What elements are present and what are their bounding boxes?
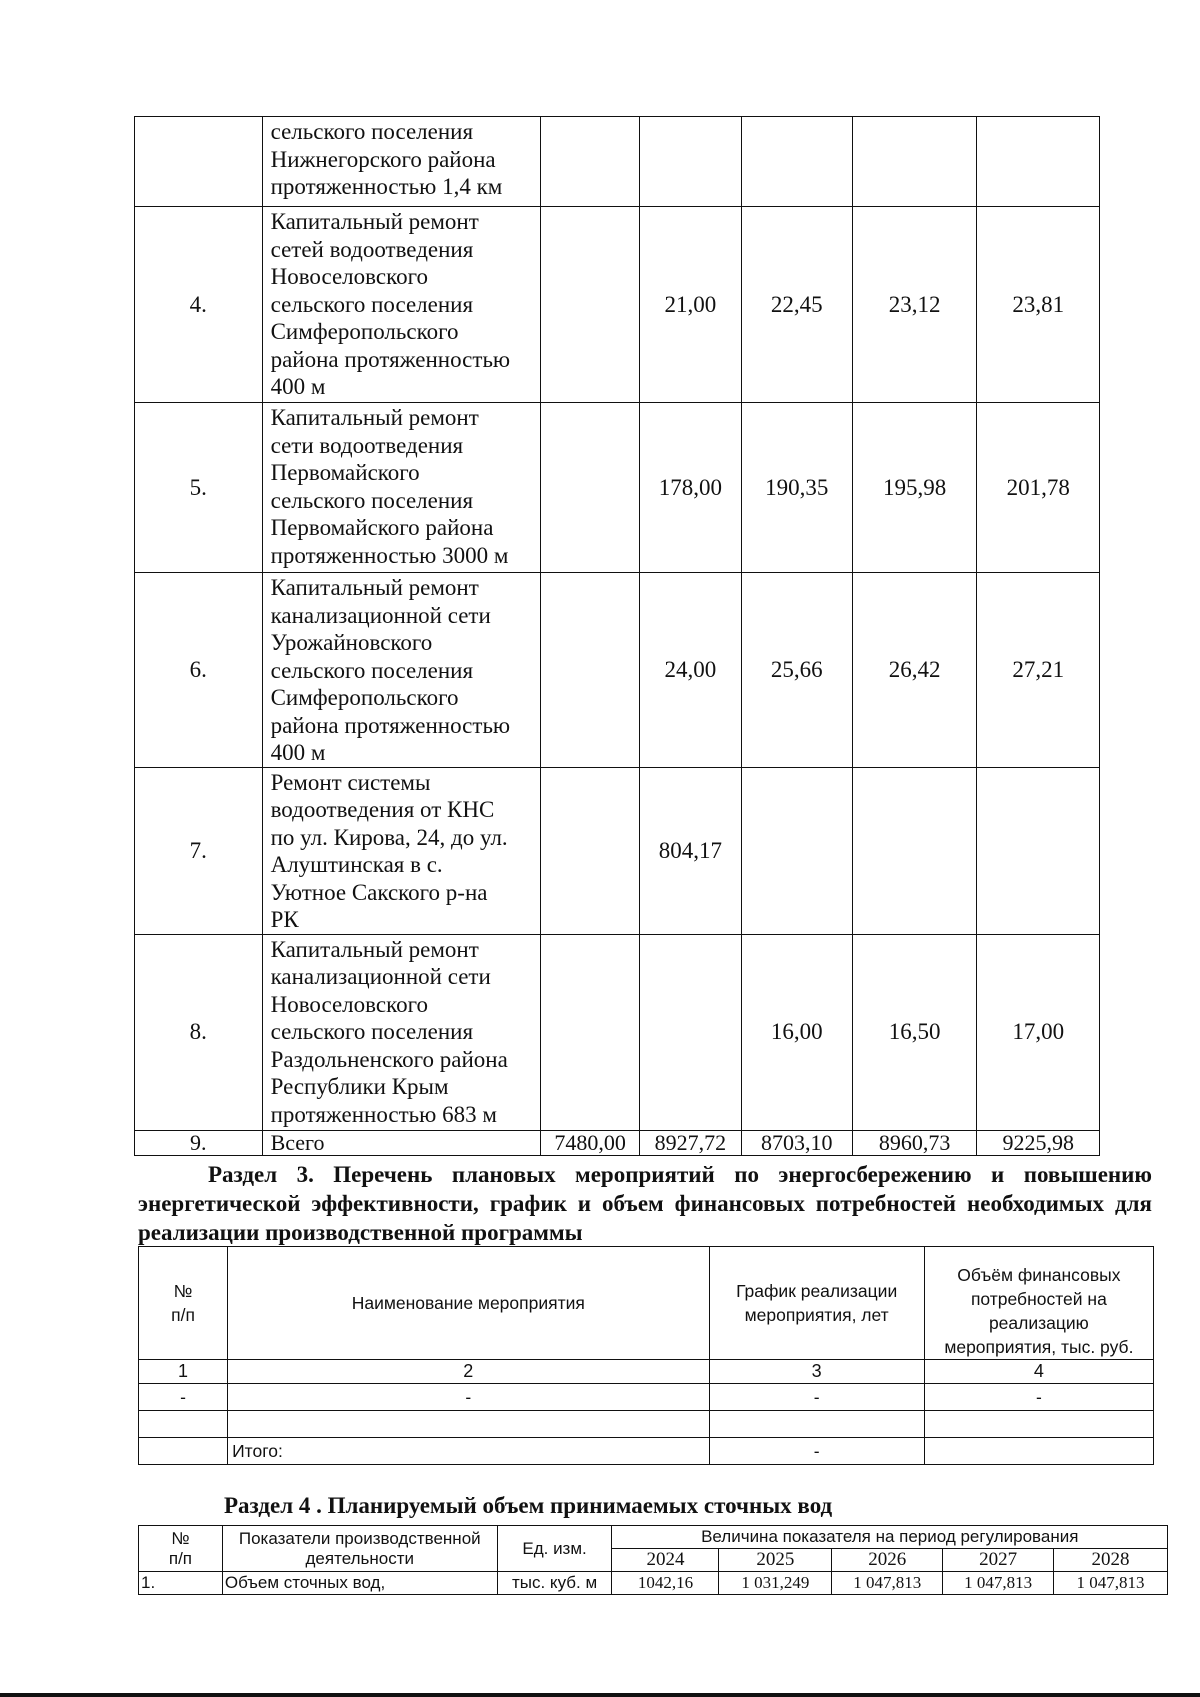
row-name-line: канализационной сети — [270, 602, 491, 628]
row-name-line: района протяженностью — [270, 346, 511, 372]
row-name-line: Новоселовского — [270, 264, 428, 289]
value-cell — [640, 934, 741, 1130]
table-total-row — [139, 1438, 1154, 1465]
row-number: 8. — [135, 934, 263, 1130]
header-num — [139, 1247, 228, 1360]
empty-cell — [139, 1438, 228, 1465]
row-name-line: Нижнегорского района — [270, 146, 496, 172]
header-indicator-line1: Показатели производственной — [238, 1528, 481, 1548]
row-name-line: Первомайского — [270, 460, 420, 485]
header-period: Величина показателя на период регулирования — [612, 1526, 1168, 1549]
value-cell: 1 031,249 — [719, 1572, 832, 1595]
table-row — [139, 1411, 1154, 1438]
row-name — [262, 767, 540, 934]
value-cell — [541, 573, 640, 768]
empty-cell — [924, 1438, 1153, 1465]
row-name-line: Капитальный ремонт — [270, 936, 479, 962]
header-num-line2: п/п — [168, 1548, 192, 1568]
value-cell — [977, 117, 1100, 207]
value-cell: 25,66 — [741, 573, 852, 768]
header-indicator — [222, 1526, 497, 1572]
row-name-line: сельского поселения — [270, 119, 474, 144]
row-name-line: протяженностью 3000 м — [270, 542, 509, 568]
year-cell: 2025 — [719, 1549, 832, 1572]
value-cell — [640, 117, 741, 207]
value-cell: 190,35 — [741, 403, 852, 573]
row-number: 7. — [135, 767, 263, 934]
header-name: Наименование мероприятия — [228, 1247, 709, 1360]
empty-cell — [228, 1411, 709, 1438]
row-name-line: Симферопольского — [270, 685, 459, 710]
row-name-line: протяженностью 683 м — [270, 1101, 497, 1127]
table-row — [135, 934, 1100, 1130]
row-name-line: Уютное Сакского р-на — [270, 879, 488, 905]
index-cell: 2 — [228, 1360, 709, 1384]
value-cell — [852, 767, 977, 934]
header-finance-line4: мероприятия, тыс. руб. — [944, 1337, 1134, 1357]
index-cell: 3 — [709, 1360, 924, 1384]
table-row — [139, 1384, 1154, 1411]
total-schedule: - — [709, 1438, 924, 1465]
value-cell — [977, 767, 1100, 934]
total-value-cell: 8703,10 — [741, 1130, 852, 1155]
row-number: 6. — [135, 573, 263, 768]
row-number: 4. — [135, 207, 263, 403]
header-schedule — [709, 1247, 924, 1360]
header-finance — [924, 1247, 1153, 1360]
row-name-line: Капитальный ремонт — [270, 209, 479, 234]
value-cell: 1 047,813 — [832, 1572, 943, 1595]
dash-cell: - — [709, 1384, 924, 1411]
row-name-line: Республики Крым — [270, 1074, 449, 1099]
row-name — [262, 934, 540, 1130]
value-cell — [741, 117, 852, 207]
header-num-line1: № — [173, 1281, 193, 1301]
row-name-line: протяженностью 1,4 км — [270, 174, 503, 199]
row-name-line: 400 м — [270, 374, 326, 399]
value-cell: 195,98 — [852, 403, 977, 573]
wastewater-volume-table — [138, 1525, 1168, 1595]
total-label: Итого: — [228, 1438, 709, 1465]
value-cell: 201,78 — [977, 403, 1100, 573]
row-name-line: канализационной сети — [270, 964, 491, 989]
table-row — [139, 1572, 1168, 1595]
value-cell — [541, 207, 640, 403]
table-row — [135, 207, 1100, 403]
table-row — [135, 117, 1100, 207]
value-cell: 21,00 — [640, 207, 741, 403]
value-cell — [541, 934, 640, 1130]
row-name-line: водоотведения от КНС — [270, 797, 495, 822]
table-row — [135, 767, 1100, 934]
row-name-line: Ремонт системы — [270, 769, 431, 795]
row-name-line: сельского поселения — [270, 657, 474, 683]
year-cell: 2028 — [1054, 1549, 1168, 1572]
value-cell: 16,00 — [741, 934, 852, 1130]
row-name-line: Новоселовского — [270, 991, 428, 1017]
value-cell: 1042,16 — [612, 1572, 719, 1595]
header-schedule-line1: График реализации — [736, 1281, 898, 1301]
total-value-cell: 7480,00 — [541, 1130, 640, 1155]
value-cell: 23,81 — [977, 207, 1100, 403]
row-name-line: Урожайновского — [270, 630, 433, 655]
row-name-line: Первомайского района — [270, 515, 494, 540]
section3-heading: Раздел 3. Перечень плановых мероприятий по энергосбережению и повышению энергетической эффективности, график и объем финансовых потребностей необходимых для реализации производственной программы — [138, 1162, 1152, 1245]
value-cell: 1 047,813 — [943, 1572, 1054, 1595]
value-cell: 22,45 — [741, 207, 852, 403]
row-name — [262, 403, 540, 573]
row-indicator: Объем сточных вод, — [222, 1572, 497, 1595]
value-cell — [852, 117, 977, 207]
index-cell: 1 — [139, 1360, 228, 1384]
header-unit: Ед. изм. — [497, 1526, 612, 1572]
row-number — [135, 117, 263, 207]
value-cell: 26,42 — [852, 573, 977, 768]
table-row — [135, 573, 1100, 768]
row-name-line: по ул. Кирова, 24, до ул. — [270, 824, 508, 850]
header-num-line1: № — [171, 1528, 190, 1548]
value-cell — [741, 767, 852, 934]
value-cell: 178,00 — [640, 403, 741, 573]
row-name — [262, 207, 540, 403]
page-bottom-rule — [0, 1693, 1200, 1697]
header-finance-line2: потребностей на — [970, 1289, 1107, 1309]
value-cell: 17,00 — [977, 934, 1100, 1130]
table-total-row — [135, 1130, 1100, 1155]
table-index-row — [139, 1360, 1154, 1384]
header-finance-line3: реализацию — [988, 1313, 1089, 1333]
total-value-cell: 9225,98 — [977, 1130, 1100, 1155]
row-unit: тыс. куб. м — [497, 1572, 612, 1595]
header-indicator-line2: деятельности — [305, 1548, 414, 1568]
row-name-line: Алуштинская в с. — [270, 852, 443, 877]
row-name-line: сетей водоотведения — [270, 236, 474, 262]
energy-measures-table — [138, 1246, 1154, 1465]
table-header-row — [139, 1526, 1168, 1549]
total-value-cell: 8927,72 — [640, 1130, 741, 1155]
value-cell — [541, 117, 640, 207]
year-cell: 2026 — [832, 1549, 943, 1572]
year-cell: 2027 — [943, 1549, 1054, 1572]
value-cell — [541, 767, 640, 934]
header-schedule-line2: мероприятия, лет — [744, 1305, 889, 1325]
row-name-line: Симферопольского — [270, 319, 459, 344]
value-cell: 27,21 — [977, 573, 1100, 768]
table-header-row — [139, 1247, 1154, 1360]
total-label: Всего — [262, 1130, 540, 1155]
row-name — [262, 117, 540, 207]
year-cell: 2024 — [612, 1549, 719, 1572]
value-cell: 804,17 — [640, 767, 741, 934]
row-name — [262, 573, 540, 768]
total-value-cell: 8960,73 — [852, 1130, 977, 1155]
row-name-line: Капитальный ремонт — [270, 405, 479, 430]
header-finance-line1: Объём финансовых — [957, 1265, 1121, 1285]
value-cell: 24,00 — [640, 573, 741, 768]
dash-cell: - — [924, 1384, 1153, 1411]
row-name-line: сельского поселения — [270, 1019, 474, 1044]
row-name-line: Капитальный ремонт — [270, 575, 479, 600]
row-name-line: сельского поселения — [270, 291, 474, 317]
dash-cell: - — [139, 1384, 228, 1411]
dash-cell: - — [228, 1384, 709, 1411]
empty-cell — [139, 1411, 228, 1438]
row-number: 5. — [135, 403, 263, 573]
section4-heading: Раздел 4 . Планируемый объем принимаемых сточных вод — [224, 1493, 833, 1518]
header-num-line2: п/п — [171, 1305, 195, 1325]
row-name-line: сельского поселения — [270, 487, 474, 513]
header-num — [139, 1526, 223, 1572]
row-num: 1. — [139, 1572, 223, 1595]
row-number: 9. — [135, 1130, 263, 1155]
investment-table — [134, 116, 1100, 1156]
empty-cell — [709, 1411, 924, 1438]
row-name-line: сети водоотведения — [270, 432, 464, 458]
value-cell: 16,50 — [852, 934, 977, 1130]
empty-cell — [924, 1411, 1153, 1438]
row-name-line: РК — [270, 907, 299, 932]
table-row — [135, 403, 1100, 573]
index-cell: 4 — [924, 1360, 1153, 1384]
value-cell — [541, 403, 640, 573]
row-name-line: 400 м — [270, 740, 326, 765]
value-cell: 23,12 — [852, 207, 977, 403]
value-cell: 1 047,813 — [1054, 1572, 1168, 1595]
row-name-line: района протяженностью — [270, 712, 511, 738]
row-name-line: Раздольненского района — [270, 1046, 508, 1072]
